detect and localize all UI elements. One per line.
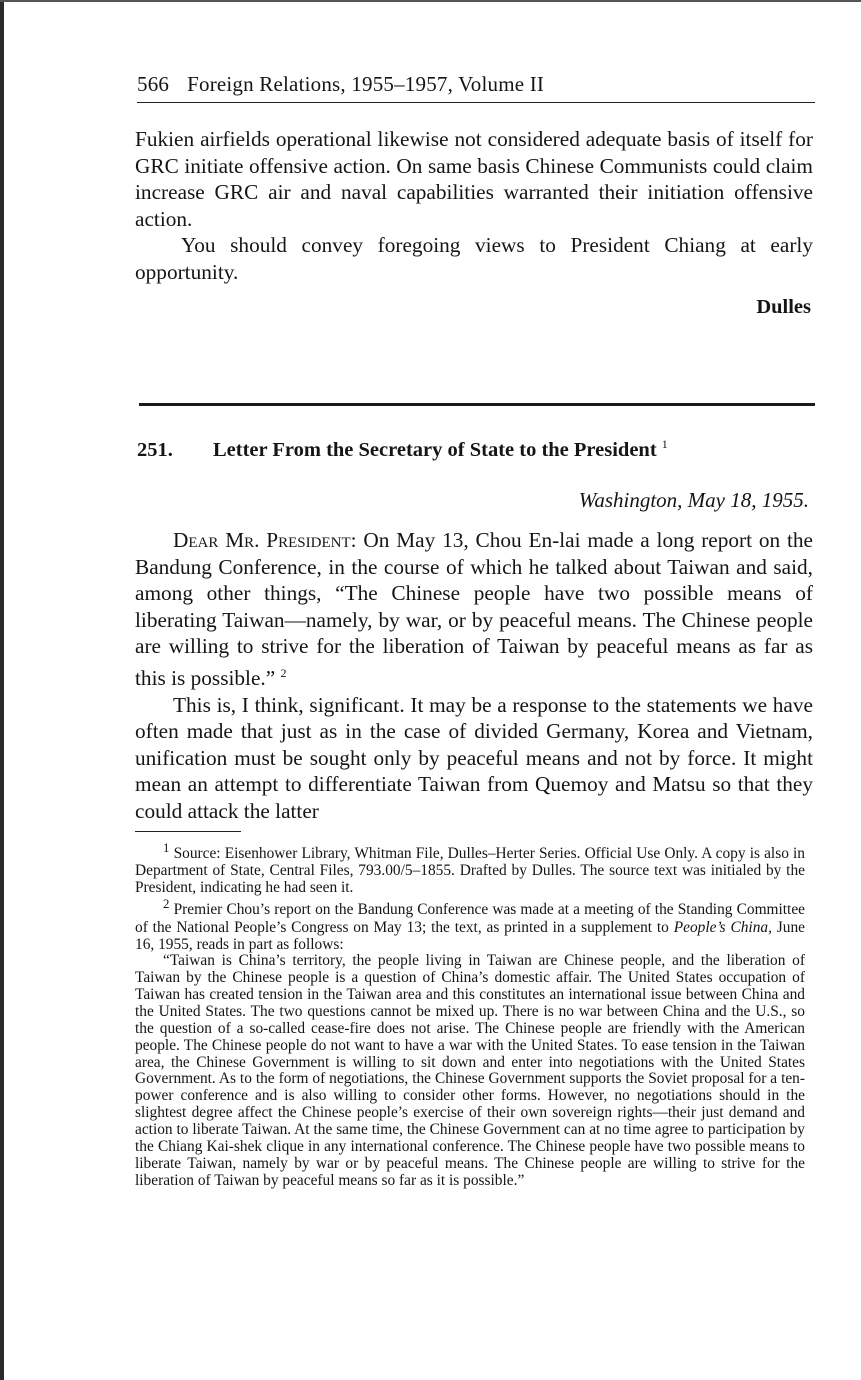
signature: Dulles [756, 296, 811, 318]
document-separator-rule [139, 403, 815, 406]
salutation: Dear Mr. President: [173, 528, 357, 552]
page-number: 566 [137, 72, 170, 96]
running-header [137, 72, 813, 97]
letter-paragraph-2: This is, I think, significant. It may be a response to the statements we have often made that just as in the case of divided Germany, Korea and Vietnam, unification must be sought only by peaceful means and not by force. It might mean an attempt to differentiate Taiwan from Quemoy and Matsu so that they could attack the latter [135, 692, 813, 824]
previous-paragraph-1: Fukien airfields operational likewise not considered adequate basis of itself for GRC initiate offensive action. On same basis Chinese Communists could claim increase GRC air and naval capabilities warranted their initiation offensive action. [135, 127, 813, 231]
footnote-1-marker: 1 [163, 841, 170, 855]
previous-paragraph-2: You should convey foregoing views to President Chiang at early opportunity. [135, 233, 813, 284]
dateline: Washington, May 18, 1955. [578, 488, 809, 512]
document-number: 251. [137, 438, 173, 461]
scan-top-edge [0, 0, 861, 2]
footnotes [135, 840, 805, 1190]
paragraph-footnote-ref: 2 [280, 665, 287, 680]
footnote-2-text-end: June 16, 1955, reads in part as follows: [135, 918, 806, 953]
footnote-rule [135, 831, 241, 832]
letter-paragraph-1-text: On May 13, Chou En-lai made a long report on the Bandung Conference, in the course of which he talked about Taiwan and said, among other things, “The Chinese people have two possible means of liberating Taiwan—namely, by war, or by peaceful means. The Chinese people are willing to strive for the liberation of Taiwan by peaceful means as far as this is possible.” [135, 528, 814, 691]
scan-left-edge [0, 0, 4, 1380]
previous-document-text [135, 126, 813, 285]
publication-title: People’s China, [673, 918, 772, 936]
document-title: Letter From the Secretary of State to the President [213, 438, 657, 461]
letter-paragraph-1 [135, 527, 813, 692]
document-heading [137, 437, 668, 462]
footnote-1-text: Source: Eisenhower Library, Whitman File, Dulles–Herter Series. Official Use Only. A copy is also in Department of State, Central Files, 793.00/5–1855. Drafted by Dulles. The source text was initialed by the President, indicating he had seen it. [135, 845, 805, 897]
letter-body [135, 527, 813, 825]
header-rule [137, 102, 815, 103]
series-title: Foreign Relations, 1955–1957, Volume II [187, 72, 545, 96]
footnote-2-marker: 2 [163, 897, 170, 912]
footnote-1 [135, 840, 805, 896]
title-footnote-ref: 1 [661, 437, 668, 451]
footnote-2-text: Premier Chou’s report on the Bandung Conference was made at a meeting of the Standing Committee of the National People’s Congress on May 13; the text, as printed in a supplement to [135, 901, 805, 936]
footnote-2 [135, 896, 805, 952]
footnote-2-quote: “Taiwan is China’s territory, the people living in Taiwan are Chinese people, and the liberation of Taiwan by the Chinese people is a question of China’s domestic affair. The United States occupation of Taiwan has created tension in the Taiwan area and this constitutes an international issue between China and the United States. The two questions cannot be mixed up. There is no war between China and the U.S., so the question of a so-called cease-fire does not arise. The Chinese people are friendly with the American people. The Chinese people do not want to have a war with the United States. To ease tension in the Taiwan area, the Chinese Government is willing to sit down and enter into negotiations with the United States Government. As to the form of negotiations, the Chinese Government supports the Soviet proposal for a ten-power conference and is also willing to consider other forms. However, no negotiations should in the slightest degree affect the Chinese people’s exercise of their own sovereign rights—their just demand and action to liberate Taiwan. At the same time, the Chinese Government can at no time agree to participation by the Chiang Kai-shek clique in any international conference. The Chinese people have two possible means to liberate Taiwan, namely by war or by peaceful means. The Chinese people are willing to strive for the liberation of Taiwan by peaceful means so far as it is possible.” [135, 951, 805, 1190]
